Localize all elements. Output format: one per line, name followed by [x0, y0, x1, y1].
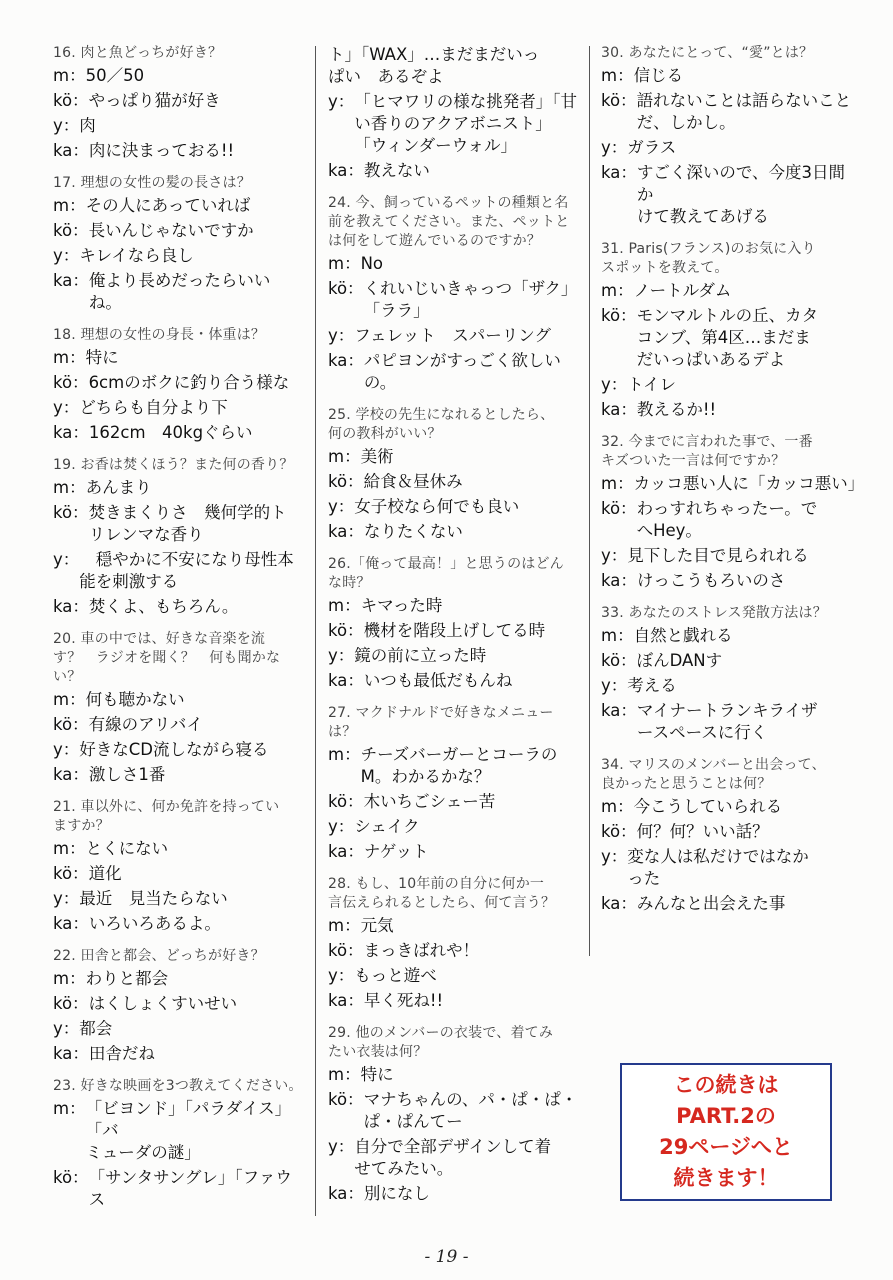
answer-text: 激しさ1番 — [88, 765, 166, 784]
question-text: 23. 好きな映画を3つ教えてください。 — [53, 1078, 303, 1094]
answer-row — [53, 714, 303, 736]
speaker-label: ka： — [601, 400, 637, 419]
speaker-label: m： — [328, 745, 361, 764]
speaker-label: y： — [328, 646, 355, 665]
question-text: 17. 理想の女性の髪の長さは？ — [53, 175, 251, 191]
speaker-label: m： — [53, 66, 86, 85]
answer-row — [53, 220, 303, 242]
answer-text: 道化 — [88, 864, 122, 883]
speaker-label: m： — [53, 1099, 86, 1118]
answer-text: チーズバーガーとコーラの M。わかるかな？ — [360, 745, 558, 786]
speaker-label: y： — [328, 817, 355, 836]
answer-row — [601, 65, 856, 87]
answer-text: くれいじいきゃっつ「ザク」 「ララ」 — [363, 279, 578, 320]
speaker-label: ka： — [328, 351, 364, 370]
continuation-notice-box — [620, 1063, 832, 1201]
answer-text: 教えない — [363, 161, 430, 180]
answer-text: 田舎だね — [88, 1044, 155, 1063]
speaker-label: ka： — [328, 991, 364, 1010]
speaker-label: m： — [601, 281, 634, 300]
speaker-label: ka： — [328, 1184, 364, 1203]
answer-text: マイナートランキライザ ースペースに行く — [636, 701, 818, 742]
question-text: 30. あなたにとって、“愛”とは？ — [601, 45, 814, 61]
qa-block — [328, 194, 578, 394]
answer-text: どちらも自分より下 — [79, 398, 228, 417]
answer-row — [601, 796, 856, 818]
column-divider — [315, 46, 316, 1216]
question-text: 26.「俺って最高！」と思うのはどんな時？ — [328, 556, 564, 591]
speaker-label: m： — [328, 254, 361, 273]
answer-row — [328, 325, 578, 347]
answer-row — [328, 1136, 578, 1180]
speaker-label: y： — [53, 889, 80, 908]
answer-row — [53, 140, 303, 162]
answer-text: 変な人は私だけではなか った — [627, 847, 809, 888]
speaker-label: kö： — [328, 941, 364, 960]
answer-row — [328, 816, 578, 838]
speaker-label: kö： — [601, 91, 637, 110]
qa-block — [601, 433, 865, 592]
qa-block — [328, 1024, 578, 1205]
speaker-label: m： — [328, 916, 361, 935]
qa-block — [53, 1077, 303, 1211]
answer-text: 木いちごシェー苦 — [363, 792, 496, 811]
answer-row — [328, 44, 578, 88]
answer-text: その人にあっていれば — [85, 196, 251, 215]
answer-row — [53, 739, 303, 761]
answer-row — [328, 1089, 578, 1133]
answer-text: 最近 見当たらない — [79, 889, 228, 908]
answer-row — [328, 91, 578, 157]
answer-row — [601, 162, 856, 228]
answer-row — [53, 913, 303, 935]
answer-text: 「ビヨンド」「パラダイス」「バ ミューダの謎」 — [85, 1099, 292, 1162]
answer-row — [601, 399, 856, 421]
question-text: 31. Paris(フランス)のお気に入り スポットを教えて。 — [601, 241, 816, 276]
speaker-label: m： — [601, 474, 634, 493]
answer-text: 162cm 40kgぐらい — [88, 423, 253, 442]
answer-text: とくにない — [85, 839, 169, 858]
answer-row — [53, 1167, 303, 1211]
answer-text: 機材を階段上げしてる時 — [363, 621, 546, 640]
column-middle — [328, 44, 578, 1208]
qa-block — [53, 44, 303, 162]
answer-row — [328, 645, 578, 667]
speaker-label: m： — [53, 196, 86, 215]
answer-row — [601, 90, 856, 134]
qa-block — [328, 406, 578, 543]
answer-row — [53, 968, 303, 990]
speaker-label: kö： — [53, 1168, 89, 1187]
continuation-notice-text: この続きは PART.2の 29ページへと 続きます！ — [659, 1073, 793, 1190]
answer-text: No — [360, 254, 384, 273]
answer-text: やっぱり猫が好き — [88, 91, 221, 110]
answer-row — [601, 821, 856, 843]
speaker-label: y： — [328, 92, 355, 111]
speaker-label: ka： — [53, 597, 89, 616]
answer-row — [53, 838, 303, 860]
qa-block — [328, 555, 578, 692]
answer-row — [53, 372, 303, 394]
answer-text: ぼんDANす — [636, 651, 723, 670]
speaker-label: kö： — [53, 864, 89, 883]
speaker-label: y： — [53, 1019, 80, 1038]
speaker-label: m： — [601, 797, 634, 816]
answer-text: 考える — [627, 676, 677, 695]
speaker-label: kö： — [601, 306, 637, 325]
answer-text: 鏡の前に立った時 — [354, 646, 487, 665]
answer-row — [53, 195, 303, 217]
qa-block — [601, 240, 856, 421]
answer-row — [328, 670, 578, 692]
answer-text: ナゲット — [363, 842, 429, 861]
question-text: 25. 学校の先生になれるとしたら、 何の教科がいい？ — [328, 407, 555, 442]
answer-text: 信じる — [633, 66, 684, 85]
qa-block — [53, 174, 303, 314]
answer-row — [328, 253, 578, 275]
answer-row — [53, 477, 303, 499]
answer-text: いつも最低だもんね — [363, 671, 513, 690]
question-text: 22. 田舎と都会、どっちが好き？ — [53, 948, 265, 964]
answer-row — [53, 1098, 303, 1164]
speaker-label: m： — [601, 66, 634, 85]
qa-block — [53, 947, 303, 1065]
answer-row — [328, 744, 578, 788]
answer-text: 女子校なら何でも良い — [354, 497, 520, 516]
question-text: 20. 車の中では、好きな音楽を流 す？ ラジオを聞く？ 何も聞かな い？ — [53, 631, 281, 685]
speaker-label: kö： — [53, 91, 89, 110]
answer-row — [328, 791, 578, 813]
speaker-label: y： — [328, 326, 355, 345]
answer-row — [53, 764, 303, 786]
answer-text: トイレ — [627, 375, 676, 394]
speaker-label: y： — [601, 546, 628, 565]
qa-block — [53, 326, 303, 444]
answer-row — [53, 347, 303, 369]
answer-text: 何？何？いい話？ — [636, 822, 769, 841]
answer-text: キマった時 — [360, 596, 443, 615]
answer-row — [328, 620, 578, 642]
speaker-label: kö： — [53, 994, 89, 1013]
speaker-label: ka： — [53, 141, 89, 160]
speaker-label: m： — [53, 690, 86, 709]
answer-row — [53, 115, 303, 137]
answer-text: けっこうもろいのさ — [636, 571, 786, 590]
question-text: 32. 今までに言われた事で、一番 キズついた一言は何ですか？ — [601, 434, 813, 469]
speaker-label: m： — [328, 1065, 361, 1084]
speaker-label: ka： — [53, 914, 89, 933]
answer-text: パピヨンがすっごく欲しいの。 — [363, 351, 561, 392]
answer-text: 自分で全部デザインして着 せてみたい。 — [354, 1137, 552, 1178]
answer-row — [53, 549, 303, 593]
answer-text: 語れないことは語らないこと だ、しかし。 — [636, 91, 852, 132]
answer-row — [53, 397, 303, 419]
answer-row — [53, 1043, 303, 1065]
speaker-label: y： — [328, 497, 355, 516]
question-text: 18. 理想の女性の身長・体重は？ — [53, 327, 266, 343]
answer-text: すごく深いので、今度3日間か けて教えてあげる — [636, 163, 846, 226]
question-text: 27. マクドナルドで好きなメニュー は？ — [328, 705, 554, 740]
answer-row — [601, 675, 856, 697]
answer-text: まっきばれや！ — [363, 941, 480, 960]
speaker-label: ka： — [328, 842, 364, 861]
speaker-label: ka： — [53, 423, 89, 442]
qa-block — [601, 44, 856, 228]
answer-row — [328, 940, 578, 962]
answer-row — [328, 990, 578, 1012]
answer-row — [53, 245, 303, 267]
qa-block — [328, 875, 578, 1012]
speaker-label: ka： — [601, 163, 637, 182]
answer-text: 焚きまくりさ 幾何学的ト リレンマな香り — [88, 503, 287, 544]
answer-row — [53, 502, 303, 546]
speaker-label: ka： — [601, 701, 637, 720]
answer-row — [53, 596, 303, 618]
answer-text: 自然と戯れる — [633, 626, 733, 645]
speaker-label: y： — [53, 550, 80, 569]
question-text: 21. 車以外に、何か免許を持ってい ますか？ — [53, 799, 280, 834]
speaker-label: kö： — [601, 499, 637, 518]
answer-text: みんなと出会えた事 — [636, 894, 786, 913]
question-text: 28. もし、10年前の自分に何か一 言伝えられるとしたら、何て言う？ — [328, 876, 556, 911]
speaker-label: ka： — [328, 161, 364, 180]
answer-row — [53, 270, 303, 314]
speaker-label: y： — [53, 116, 80, 135]
answer-text: 見下した目で見られれる — [627, 546, 809, 565]
speaker-label: kö： — [53, 373, 89, 392]
answer-row — [53, 689, 303, 711]
answer-row — [53, 90, 303, 112]
answer-text: 「ヒマワリの様な挑発者」「甘 い香りのアクアボニスト」 「ウィンダーウォル」 — [354, 92, 578, 155]
answer-row — [601, 846, 856, 890]
answer-text: カッコ悪い人に「カッコ悪い」 — [633, 474, 865, 493]
answer-text: 別になし — [363, 1184, 430, 1203]
speaker-label: y： — [601, 375, 628, 394]
answer-text: 教えるか!! — [636, 400, 717, 419]
answer-text: キレイなら良し — [79, 246, 194, 265]
answer-row — [601, 893, 856, 915]
answer-text: わっすれちゃったー。で へHey。 — [636, 499, 818, 540]
speaker-label: y： — [601, 138, 628, 157]
answer-row — [601, 305, 856, 371]
qa-block — [601, 604, 856, 744]
answer-text: なりたくない — [363, 522, 463, 541]
qa-block — [328, 704, 578, 863]
speaker-label: m： — [328, 447, 361, 466]
speaker-label: m： — [328, 596, 361, 615]
answer-row — [328, 278, 578, 322]
question-text: 19. お香は焚くほう？また何の香り？ — [53, 457, 294, 473]
speaker-label: m： — [53, 969, 86, 988]
answer-text: 「サンタサングレ」「ファウス — [88, 1168, 292, 1209]
answer-text: モンマルトルの丘、カタ コンブ、第4区…まだま だいっぱいあるデよ — [636, 306, 819, 369]
answer-text: 何も聴かない — [85, 690, 185, 709]
speaker-label: m： — [53, 348, 86, 367]
answer-row — [328, 595, 578, 617]
answer-row — [328, 521, 578, 543]
speaker-label: ka： — [328, 671, 364, 690]
answer-text: いろいろあるよ。 — [88, 914, 221, 933]
answer-text: 早く死ね!! — [363, 991, 444, 1010]
speaker-label: y： — [328, 1137, 355, 1156]
answer-row — [53, 1018, 303, 1040]
answer-row — [53, 863, 303, 885]
answer-text: 都会 — [79, 1019, 113, 1038]
answer-text: フェレット スパーリング — [354, 326, 551, 345]
column-right — [601, 44, 865, 918]
qa-block — [53, 798, 303, 935]
speaker-label: m： — [53, 478, 86, 497]
answer-row — [53, 993, 303, 1015]
speaker-label: y： — [328, 966, 355, 985]
answer-text: 好きなCD流しながら寝る — [79, 740, 269, 759]
speaker-label: ka： — [53, 271, 89, 290]
answer-row — [328, 160, 578, 182]
question-text: 24. 今、飼っているペットの種類と名 前を教えてください。また、ペットと は何をして遊んでいるのですか？ — [328, 195, 570, 249]
page-number: - 19 - — [424, 1247, 469, 1267]
answer-text: 肉に決まっておる!! — [88, 141, 235, 160]
answer-text: 特に — [360, 1065, 394, 1084]
qa-block — [328, 44, 578, 182]
answer-text: ガラス — [627, 138, 677, 157]
answer-text: 今こうしていられる — [633, 797, 783, 816]
speaker-label: ka： — [328, 522, 364, 541]
answer-row — [601, 570, 856, 592]
speaker-label: kö： — [328, 1090, 364, 1109]
speaker-label: y： — [53, 740, 80, 759]
answer-text: シェイク — [354, 817, 420, 836]
speaker-label: y： — [53, 398, 80, 417]
answer-text: わりと都会 — [85, 969, 169, 988]
speaker-label: ka： — [601, 571, 637, 590]
answer-row — [601, 625, 856, 647]
answer-row — [53, 888, 303, 910]
answer-row — [601, 280, 856, 302]
answer-row — [601, 137, 856, 159]
answer-text: ト」「WAX」…まだまだいっ ぱい あるぞよ — [328, 45, 540, 86]
answer-text: 肉 — [79, 116, 96, 135]
speaker-label: m： — [53, 839, 86, 858]
speaker-label: y： — [601, 676, 628, 695]
answer-row — [601, 498, 856, 542]
speaker-label: y： — [53, 246, 80, 265]
answer-row — [53, 65, 303, 87]
column-divider — [589, 46, 590, 956]
answer-row — [328, 350, 578, 394]
answer-row — [53, 422, 303, 444]
answer-row — [328, 496, 578, 518]
column-left — [53, 44, 303, 1214]
answer-row — [601, 374, 856, 396]
speaker-label: kö： — [601, 822, 637, 841]
answer-text: 長いんじゃないですか — [88, 221, 254, 240]
answer-text: 元気 — [360, 916, 394, 935]
speaker-label: ka： — [601, 894, 637, 913]
speaker-label: kö： — [328, 621, 364, 640]
speaker-label: ka： — [53, 1044, 89, 1063]
speaker-label: m： — [601, 626, 634, 645]
speaker-label: kö： — [53, 503, 89, 522]
answer-text: 給食＆昼休み — [363, 472, 463, 491]
answer-text: 俺より長めだったらいいね。 — [88, 271, 271, 312]
speaker-label: kö： — [601, 651, 637, 670]
qa-block — [53, 456, 303, 618]
speaker-label: kö： — [328, 279, 364, 298]
answer-row — [328, 1064, 578, 1086]
qa-block — [601, 756, 856, 915]
speaker-label: ka： — [53, 765, 89, 784]
answer-text: 穏やかに不安になり母性本 能を刺激する — [79, 550, 294, 591]
speaker-label: kö： — [328, 792, 364, 811]
qa-block — [53, 630, 303, 786]
answer-row — [601, 650, 856, 672]
answer-row — [328, 965, 578, 987]
answer-row — [328, 841, 578, 863]
answer-text: 特に — [85, 348, 119, 367]
answer-row — [601, 700, 856, 744]
answer-text: 焚くよ、もちろん。 — [88, 597, 239, 616]
answer-text: あんまり — [85, 478, 152, 497]
answer-text: 50／50 — [85, 66, 145, 85]
speaker-label: y： — [601, 847, 628, 866]
answer-text: もっと遊べ — [354, 966, 437, 985]
question-text: 34. マリスのメンバーと出会って、 良かったと思うことは何？ — [601, 757, 826, 792]
speaker-label: kö： — [53, 221, 89, 240]
answer-text: はくしょくすいせい — [88, 994, 238, 1013]
answer-text: ノートルダム — [633, 281, 732, 300]
question-text: 16. 肉と魚どっちが好き？ — [53, 45, 223, 61]
question-text: 33. あなたのストレス発散方法は？ — [601, 605, 827, 621]
answer-row — [328, 915, 578, 937]
answer-text: 美術 — [360, 447, 394, 466]
answer-row — [328, 1183, 578, 1205]
answer-row — [328, 471, 578, 493]
answer-row — [601, 545, 856, 567]
answer-text: 有線のアリバイ — [88, 715, 203, 734]
speaker-label: kö： — [53, 715, 89, 734]
answer-row — [328, 446, 578, 468]
answer-text: マナちゃんの、パ・ぱ・ぱ・ ぱ・ぱんてー — [363, 1090, 578, 1131]
answer-text: 6cmのボクに釣り合う様な — [88, 373, 290, 392]
answer-row — [601, 473, 865, 495]
question-text: 29. 他のメンバーの衣装で、着てみ たい衣装は何？ — [328, 1025, 554, 1060]
speaker-label: kö： — [328, 472, 364, 491]
